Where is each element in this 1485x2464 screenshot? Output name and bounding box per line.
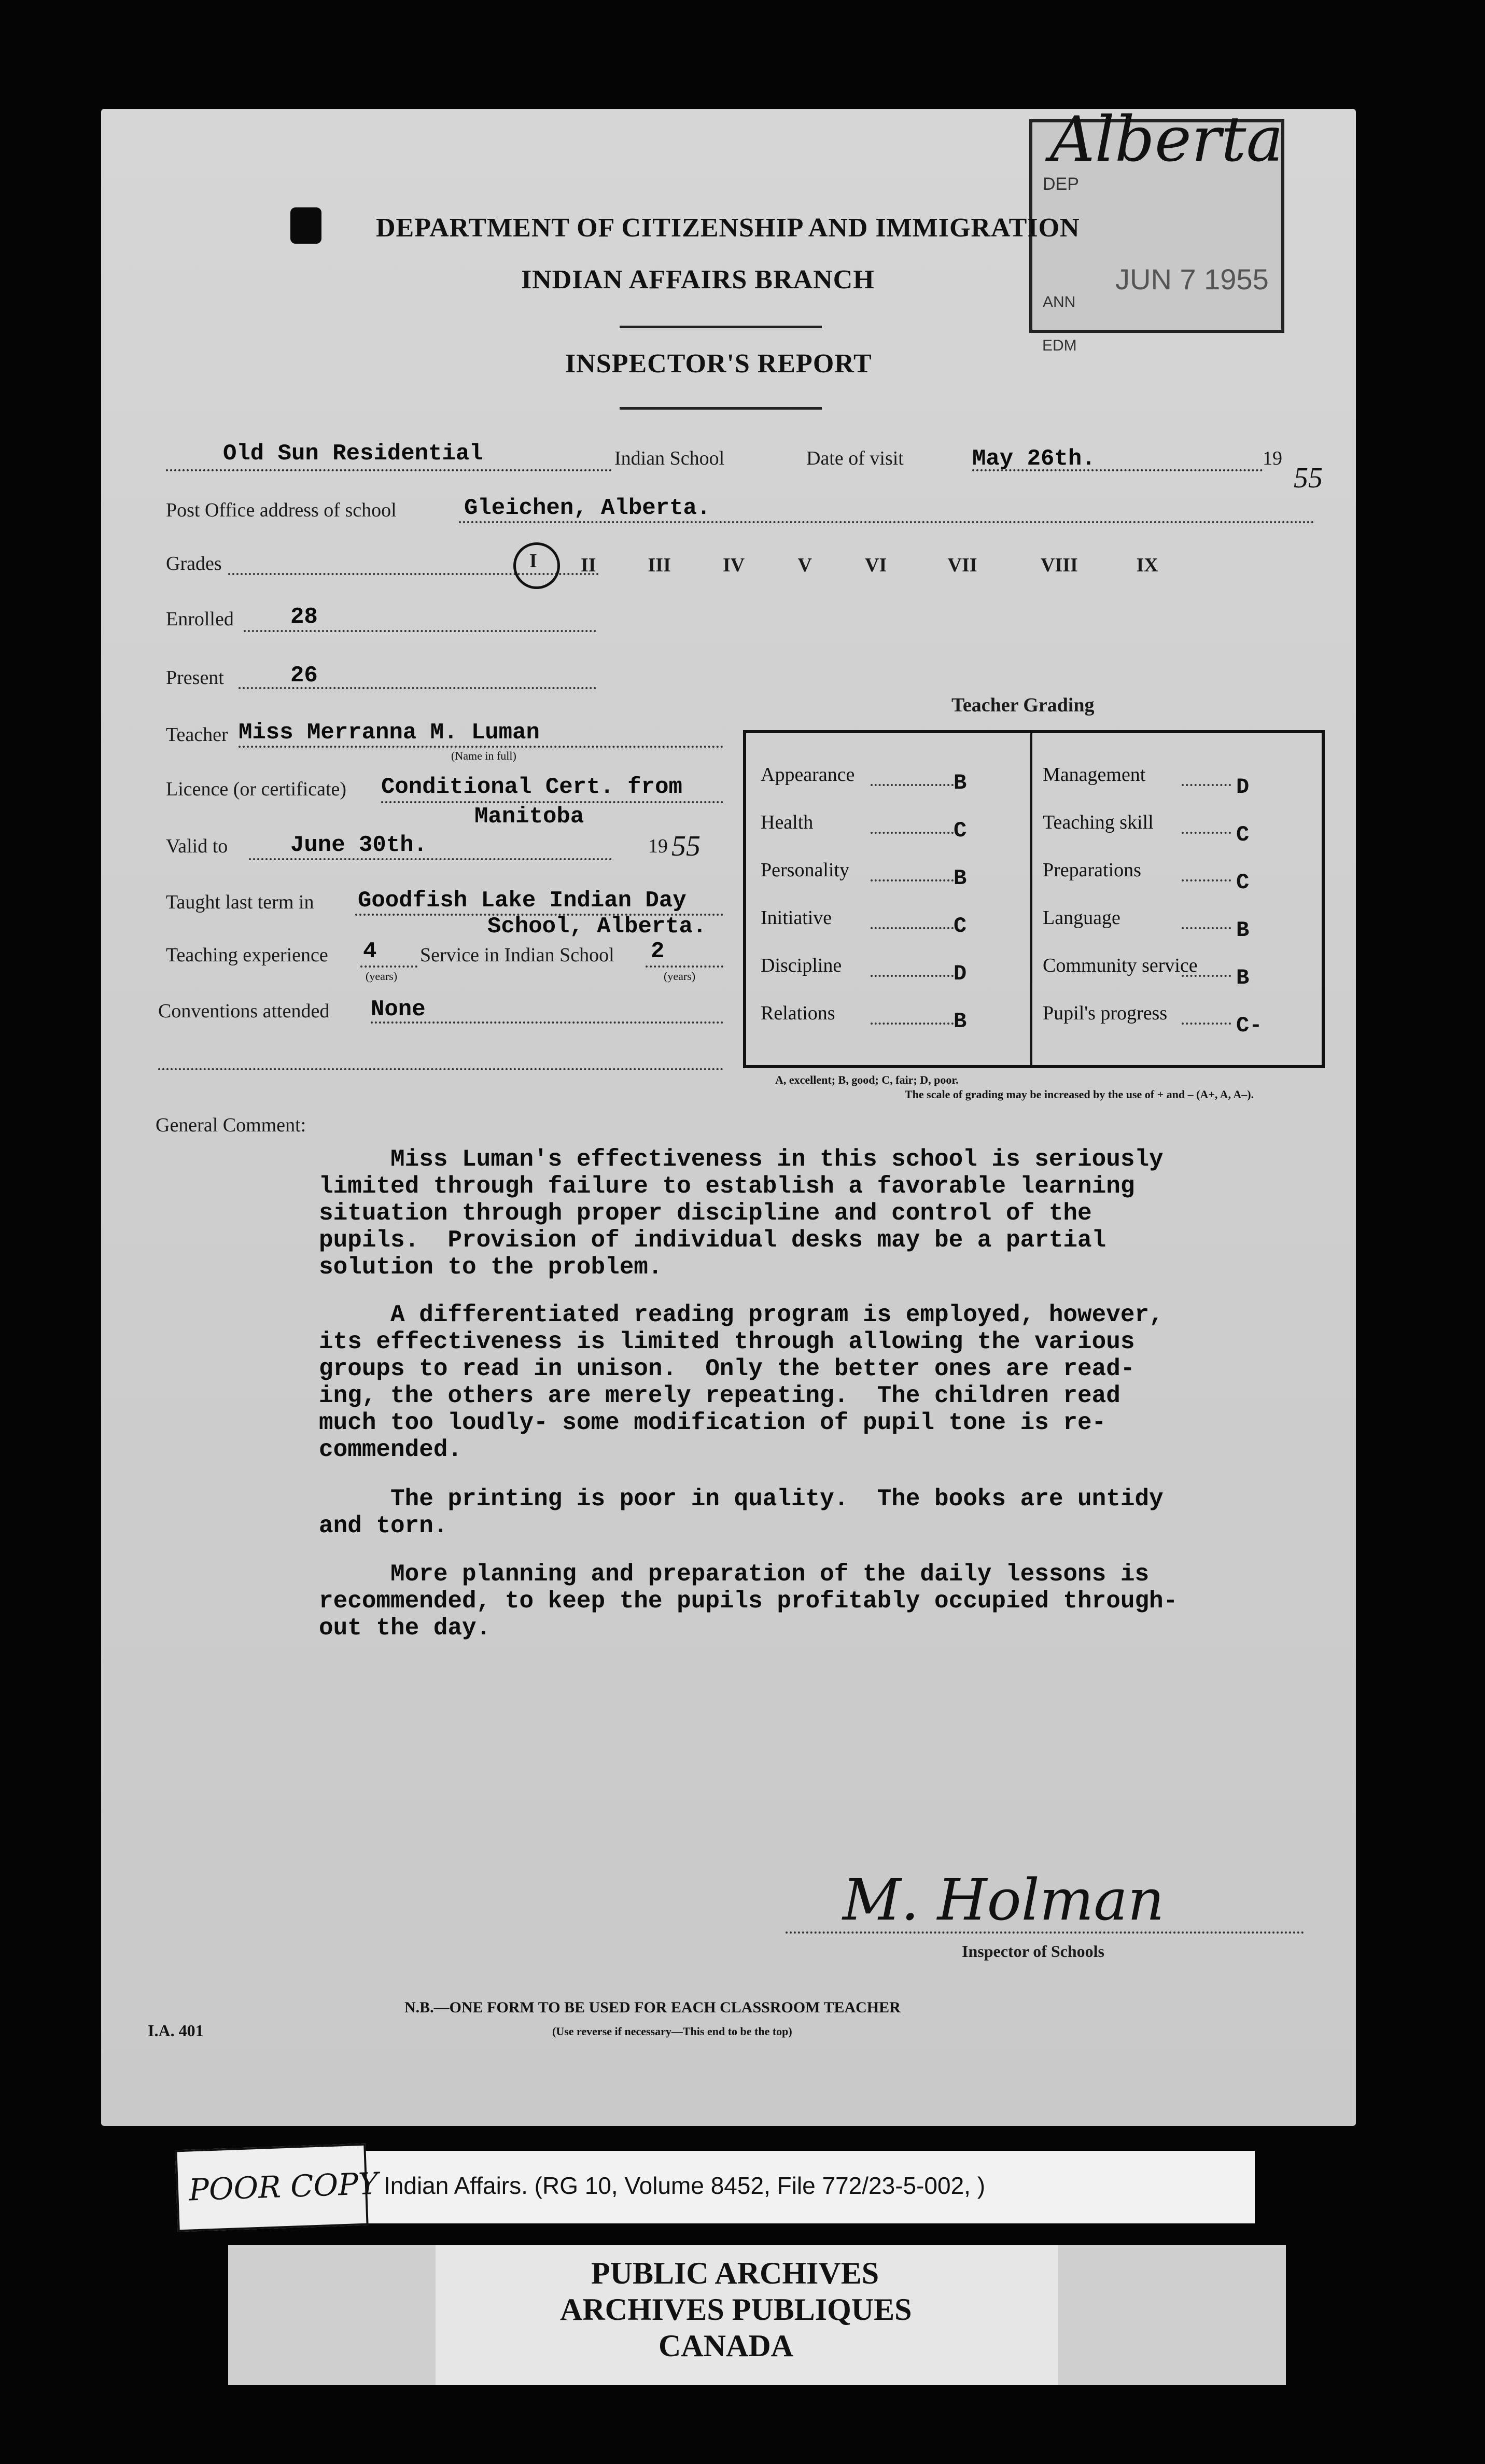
grading-label-initiative: Initiative: [761, 907, 832, 929]
general-comment-label: General Comment:: [156, 1114, 306, 1136]
indian-school-label: Indian School: [614, 447, 725, 469]
enrolled-value: 28: [290, 604, 318, 630]
grade-ix: IX: [1136, 554, 1158, 576]
header-department: DEPARTMENT OF CITIZENSHIP AND IMMIGRATION: [376, 213, 1080, 243]
handwritten-province: Alberta: [1050, 104, 1283, 176]
valid-to-value: June 30th.: [290, 832, 428, 858]
teaching-experience-value: 4: [363, 939, 377, 964]
grading-label-language: Language: [1043, 907, 1120, 929]
grading-label-teaching-skill: Teaching skill: [1043, 811, 1154, 833]
valid-year-prefix: 19: [648, 835, 668, 857]
grading-value-initiative: C: [954, 914, 967, 939]
grade-iii: III: [648, 554, 671, 576]
conventions-label: Conventions attended: [158, 1000, 330, 1022]
grading-label-appearance: Appearance: [761, 764, 855, 786]
grade-viii: VIII: [1041, 554, 1078, 576]
year-prefix: 19: [1263, 447, 1282, 469]
grade-ii: II: [581, 554, 596, 576]
grading-value-discipline: D: [954, 961, 967, 986]
comment-paragraph-3: The printing is poor in quality. The books are untidy and torn.: [319, 1486, 1164, 1539]
present-label: Present: [166, 667, 224, 689]
grading-value-language: B: [1236, 918, 1250, 943]
grade-v: V: [797, 554, 812, 576]
teaching-experience-label: Teaching experience: [166, 944, 328, 966]
grading-value-preparations: C: [1236, 870, 1250, 895]
comment-paragraph-1: Miss Luman's effectiveness in this school is seriously limited through failure to establish a favorable learning situation through proper discipline and control of the pupils. Provision of individual desks may be a partial solution to the problem.: [319, 1146, 1164, 1281]
archive-line-2: ARCHIVES PUBLIQUES: [560, 2292, 912, 2327]
grading-label-personality: Personality: [761, 859, 849, 881]
archive-line-1: PUBLIC ARCHIVES: [591, 2256, 879, 2290]
date-of-visit-value: May 26th.: [972, 446, 1096, 472]
grading-legend: A, excellent; B, good; C, fair; D, poor.: [775, 1073, 959, 1086]
grading-label-pupil-s-progress: Pupil's progress: [1043, 1002, 1168, 1024]
teacher-grading-title: Teacher Grading: [951, 694, 1095, 716]
grading-value-appearance: B: [954, 771, 967, 795]
inspector-signature: M. Holman: [843, 1867, 1165, 1933]
teacher-label: Teacher: [166, 724, 228, 746]
teacher-grading-table: [743, 730, 1325, 1068]
service-label: Service in Indian School: [420, 944, 614, 966]
grade-iv: IV: [723, 554, 745, 576]
archive-line-3: CANADA: [659, 2329, 793, 2363]
grading-label-discipline: Discipline: [761, 955, 842, 976]
valid-to-label: Valid to: [166, 835, 228, 857]
valid-year-handwritten: 55: [671, 830, 701, 862]
grading-scale-note: The scale of grading may be increased by the use of + and – (A+, A, A–).: [905, 1088, 1254, 1101]
experience-years-note: (years): [366, 970, 398, 983]
use-reverse-note: (Use reverse if necessary—This end to be the top): [552, 2025, 792, 2038]
grading-value-pupil-s-progress: C-: [1236, 1013, 1263, 1038]
grades-label: Grades: [166, 553, 222, 575]
grading-value-community-service: B: [1236, 965, 1250, 990]
grading-value-personality: B: [954, 866, 967, 891]
service-value: 2: [651, 939, 665, 964]
stamp-fragment-top: DEP: [1043, 174, 1079, 194]
licence-value-line2: Manitoba: [474, 804, 584, 830]
taught-last-term-value: Goodfish Lake Indian Day: [358, 888, 687, 914]
comment-paragraph-2: A differentiated reading program is employed, however, its effectiveness is limited through allowing the various groups to read in unison. Only the better ones are read- ing, the others are merely repeating. The children read much too loudly- some modification of pupil tone is re- commended.: [319, 1301, 1164, 1463]
stamp-fragment-mid: ANN: [1043, 293, 1076, 311]
present-value: 26: [290, 663, 318, 689]
grade-circled-value: I: [529, 550, 537, 572]
one-form-note: N.B.—ONE FORM TO BE USED FOR EACH CLASSROOM TEACHER: [404, 1999, 901, 2016]
grading-label-health: Health: [761, 811, 814, 833]
comment-paragraph-4: More planning and preparation of the daily lessons is recommended, to keep the pupils profitably occupied through- out the day.: [319, 1561, 1178, 1642]
stamp-date: JUN 7 1955: [1115, 263, 1269, 296]
grading-value-health: C: [954, 818, 967, 843]
public-archives-banner: [228, 2245, 1286, 2385]
service-years-note: (years): [664, 970, 696, 983]
poor-copy-label: [175, 2144, 379, 2232]
header-branch: INDIAN AFFAIRS BRANCH: [521, 265, 875, 295]
grades-list: [581, 554, 1178, 577]
header-rule-1: [620, 326, 822, 328]
archive-reference-strip: [290, 2151, 1255, 2223]
school-name: Old Sun Residential: [223, 441, 483, 467]
post-office-value: Gleichen, Alberta.: [464, 495, 711, 521]
grading-label-relations: Relations: [761, 1002, 835, 1024]
inspector-of-schools-label: Inspector of Schools: [962, 1942, 1104, 1961]
grade-vii: VII: [947, 554, 977, 576]
visit-year-handwritten: 55: [1294, 462, 1323, 494]
header-rule-2: [620, 407, 822, 410]
teacher-name-note: (Name in full): [451, 749, 516, 762]
poor-copy-text: POOR COPY: [188, 2165, 379, 2208]
date-of-visit-label: Date of visit: [806, 447, 904, 469]
grading-label-community-service: Community service: [1043, 955, 1198, 976]
grade-vi: VI: [865, 554, 887, 576]
grading-label-management: Management: [1043, 764, 1146, 786]
licence-value: Conditional Cert. from: [381, 774, 682, 800]
inspector-report-page: [101, 104, 1356, 2126]
taught-last-term-value-line2: School, Alberta.: [487, 914, 707, 940]
taught-last-term-label: Taught last term in: [166, 891, 314, 913]
conventions-value: None: [371, 997, 426, 1023]
post-office-label: Post Office address of school: [166, 499, 397, 521]
grading-value-teaching-skill: C: [1236, 822, 1250, 847]
licence-label: Licence (or certificate): [166, 778, 347, 800]
grading-label-preparations: Preparations: [1043, 859, 1141, 881]
grading-value-management: D: [1236, 775, 1250, 800]
teacher-value: Miss Merranna M. Luman: [239, 720, 540, 746]
ink-blot: [290, 207, 321, 244]
form-code: I.A. 401: [148, 2021, 204, 2040]
archive-reference: Indian Affairs. (RG 10, Volume 8452, File 772/23-5-002, ): [384, 2172, 986, 2199]
header-report-title: INSPECTOR'S REPORT: [565, 349, 872, 379]
grading-value-relations: B: [954, 1009, 967, 1034]
enrolled-label: Enrolled: [166, 608, 234, 630]
stamp-fragment-bottom: EDM: [1042, 337, 1077, 354]
